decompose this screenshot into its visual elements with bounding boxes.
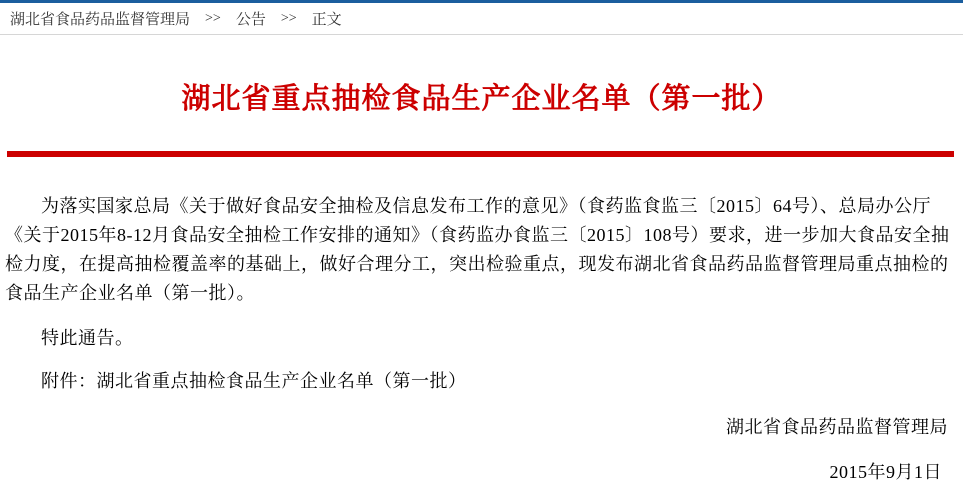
breadcrumb-separator: >>	[205, 10, 221, 26]
breadcrumb	[0, 3, 963, 35]
article-title: 湖北省重点抽检食品生产企业名单（第一批）	[181, 83, 782, 115]
body-paragraph: 为落实国家总局《关于做好食品安全抽检及信息发布工作的意见》（食药监食监三〔2015〕64号）、总局办公厅《关于2015年8-12月食品安全抽检工作安排的通知》（食药监办食监三〔2015〕108号）要求，进一步加大食品安全抽检力度，在提高抽检覆盖率的基础上，做好合理分工，突出检验重点，现发布湖北省食品药品监督管理局重点抽检的食品生产企业名单（第一批）。	[5, 196, 950, 303]
notice-paragraph: 特此通告。	[41, 328, 134, 348]
issue-date: 2015年9月1日	[829, 462, 942, 482]
breadcrumb-current: 正文	[311, 12, 342, 28]
breadcrumb-site-link[interactable]: 湖北省食品药品监督管理局	[10, 12, 191, 28]
breadcrumb-section-link[interactable]: 公告	[235, 12, 266, 28]
article-content	[0, 192, 963, 487]
title-divider-rule	[7, 151, 954, 157]
breadcrumb-separator: >>	[280, 10, 297, 26]
issuer-signature: 湖北省食品药品监督管理局	[726, 417, 948, 437]
attachment-line: 附件：湖北省重点抽检食品生产企业名单（第一批）	[41, 371, 467, 391]
